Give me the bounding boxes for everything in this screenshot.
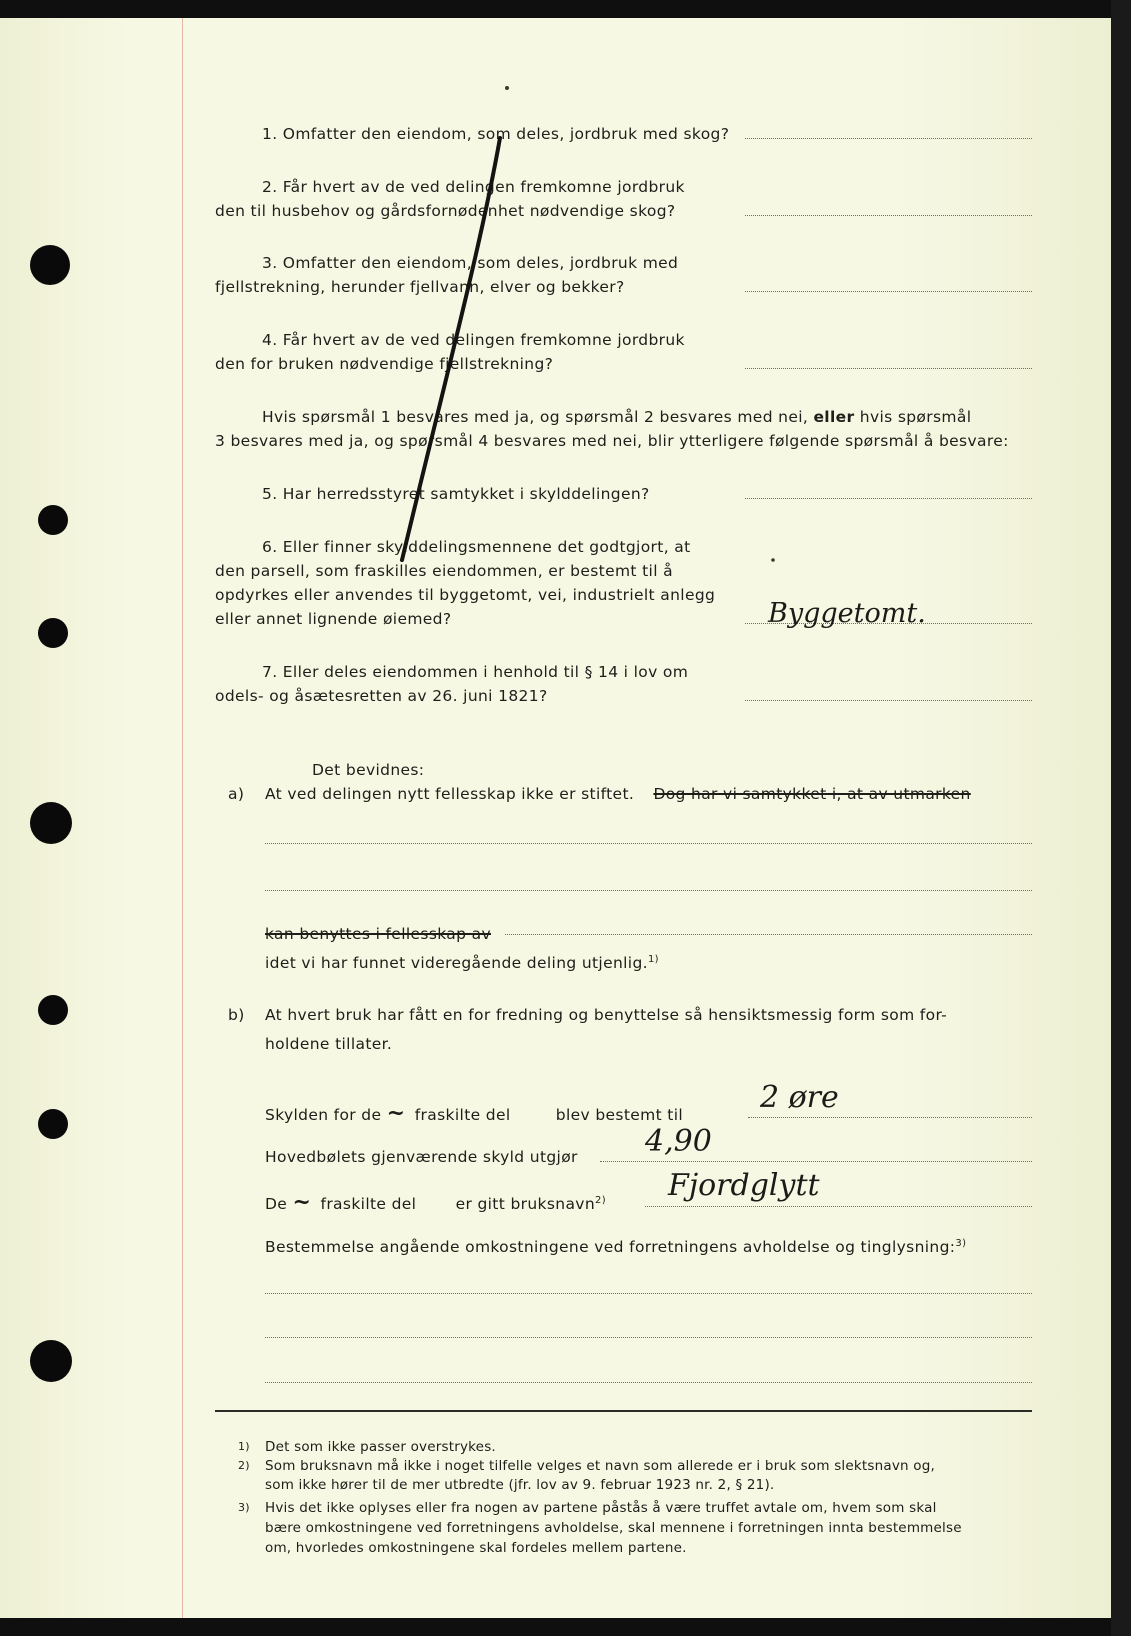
attest-b-line-2: holdene tillater.	[265, 1035, 393, 1053]
skyld-3-c: er gitt bruksnavn	[455, 1195, 595, 1213]
attest-a-struck: Dog har vi samtykket i, at av utmarken	[653, 785, 971, 803]
handwritten-mark: ~	[386, 1100, 406, 1126]
condition-bold-word: eller	[813, 408, 855, 426]
question-4-line-2: den for bruken nødvendige fjellstrekning?	[215, 355, 554, 373]
footnote-3-line-3: om, hvorledes omkostningene skal fordeles mellem partene.	[265, 1540, 687, 1556]
attest-a-main: At ved delingen nytt fellesskap ikke er stiftet.	[265, 785, 635, 803]
attest-a-struck-2: kan benyttes i fellesskap av	[265, 925, 491, 943]
punch-hole	[38, 1109, 68, 1139]
skyld-line-3	[265, 1190, 606, 1216]
handwritten-answer-6: Byggetomt.	[768, 598, 926, 629]
condition-text-b: hvis spørsmål	[859, 408, 972, 426]
question-6-line-1: 6. Eller finner skylddelingsmennene det godtgjort, at	[262, 538, 691, 556]
attest-b-label: b)	[228, 1006, 245, 1024]
handwritten-skyld-value: 2 øre	[760, 1080, 839, 1115]
attest-a-label: a)	[228, 785, 245, 803]
skyld-line-1-fill	[748, 1117, 1032, 1118]
skyld-line-2-fill	[600, 1161, 1032, 1162]
answer-line-1	[745, 138, 1032, 139]
footnote-ref-1: 1)	[647, 953, 659, 965]
question-1: 1. Omfatter den eiendom, som deles, jordbruk med skog?	[262, 125, 730, 143]
margin-rule	[182, 18, 183, 1618]
footnote-1: Det som ikke passer overstrykes.	[265, 1439, 496, 1455]
attest-a-cont-text: idet vi har funnet videregående deling utjenlig.	[265, 954, 648, 972]
skyld-line-3-fill	[645, 1206, 1032, 1207]
punch-hole	[38, 995, 68, 1025]
handwritten-farm-name: Fjordglytt	[668, 1168, 820, 1203]
skyld-4-text: Bestemmelse angående omkostningene ved forretningens avholdelse og tinglysning:	[265, 1238, 956, 1256]
question-6-line-4: eller annet lignende øiemed?	[215, 610, 452, 628]
question-3-line-1: 3. Omfatter den eiendom, som deles, jordbruk med	[262, 254, 679, 272]
answer-line-4	[745, 368, 1032, 369]
cost-line-2	[265, 1337, 1032, 1338]
answer-line-5	[745, 498, 1032, 499]
skyld-line-1	[265, 1101, 683, 1127]
skyld-line-4	[265, 1235, 966, 1259]
punch-hole	[38, 618, 68, 648]
footnote-3-line-2: bære omkostningene ved forretningens avholdelse, skal mennene i forretningen innta bestemmelse	[265, 1520, 962, 1536]
punch-hole	[38, 505, 68, 535]
condition-line-1	[262, 405, 971, 429]
answer-line-3	[745, 291, 1032, 292]
question-7-line-1: 7. Eller deles eiendommen i henhold til § 14 i lov om	[262, 663, 689, 681]
footnote-2-mark: 2)	[238, 1459, 250, 1472]
handwritten-mark: ~	[292, 1189, 312, 1215]
footnote-ref-2: 2)	[595, 1194, 606, 1206]
question-6-line-2: den parsell, som fraskilles eiendommen, er bestemt til å	[215, 562, 673, 580]
footnote-3-mark: 3)	[238, 1501, 250, 1514]
attest-b-line-1: At hvert bruk har fått en for fredning og benyttelse så hensiktsmessig form som for-	[265, 1006, 948, 1024]
punch-hole	[30, 1340, 72, 1382]
answer-line-2	[745, 215, 1032, 216]
skyld-3-b: fraskilte del	[320, 1195, 417, 1213]
footnote-2-line-2: som ikke hører til de mer utbredte (jfr. lov av 9. februar 1923 nr. 2, § 21).	[265, 1477, 775, 1493]
skyld-line-2: Hovedbølets gjenværende skyld utgjør	[265, 1148, 578, 1166]
footnote-3-line-1: Hvis det ikke oplyses eller fra nogen av partene påstås å være truffet avtale om, hvem som skal	[265, 1500, 937, 1516]
attest-a-text	[265, 782, 971, 806]
question-2-line-2: den til husbehov og gårdsfornødenhet nødvendige skog?	[215, 202, 676, 220]
cost-line-3	[265, 1382, 1032, 1383]
attest-a-line-3	[505, 934, 1032, 935]
question-7-line-2: odels- og åsætesretten av 26. juni 1821?	[215, 687, 548, 705]
question-6-line-3: opdyrkes eller anvendes til byggetomt, vei, industrielt anlegg	[215, 586, 716, 604]
scan-edge	[1111, 0, 1131, 1636]
question-3-line-2: fjellstrekning, herunder fjellvann, elver og bekker?	[215, 278, 625, 296]
punch-hole	[30, 245, 70, 285]
attest-a-line-2	[265, 890, 1032, 891]
question-2-line-1: 2. Får hvert av de ved delingen fremkomne jordbruk	[262, 178, 685, 196]
punch-hole	[30, 802, 72, 844]
question-4-line-1: 4. Får hvert av de ved delingen fremkomne jordbruk	[262, 331, 685, 349]
condition-line-2: 3 besvares med ja, og spørsmål 4 besvares med nei, blir ytterligere følgende spørsmål å besvare:	[215, 432, 1009, 450]
attest-heading: Det bevidnes:	[312, 761, 425, 779]
footnote-ref-3: 3)	[955, 1237, 967, 1249]
footnote-1-mark: 1)	[238, 1440, 250, 1453]
skyld-1-c: blev bestemt til	[555, 1106, 684, 1124]
skyld-3-a: De	[265, 1195, 288, 1213]
condition-text-a: Hvis spørsmål 1 besvares med ja, og spørsmål 2 besvares med nei,	[262, 408, 809, 426]
handwritten-remaining-value: 4,90	[645, 1124, 712, 1159]
skyld-1-a: Skylden for de	[265, 1106, 382, 1124]
attest-a-continuation	[265, 951, 659, 975]
cost-line-1	[265, 1293, 1032, 1294]
question-5: 5. Har herredsstyret samtykket i skylddelingen?	[262, 485, 650, 503]
footnote-separator	[215, 1410, 1032, 1412]
footnote-2-line-1: Som bruksnavn må ikke i noget tilfelle velges et navn som allerede er i bruk som slektsnavn og,	[265, 1458, 936, 1474]
attest-a-line-1	[265, 843, 1032, 844]
answer-line-7	[745, 700, 1032, 701]
skyld-1-b: fraskilte del	[414, 1106, 511, 1124]
